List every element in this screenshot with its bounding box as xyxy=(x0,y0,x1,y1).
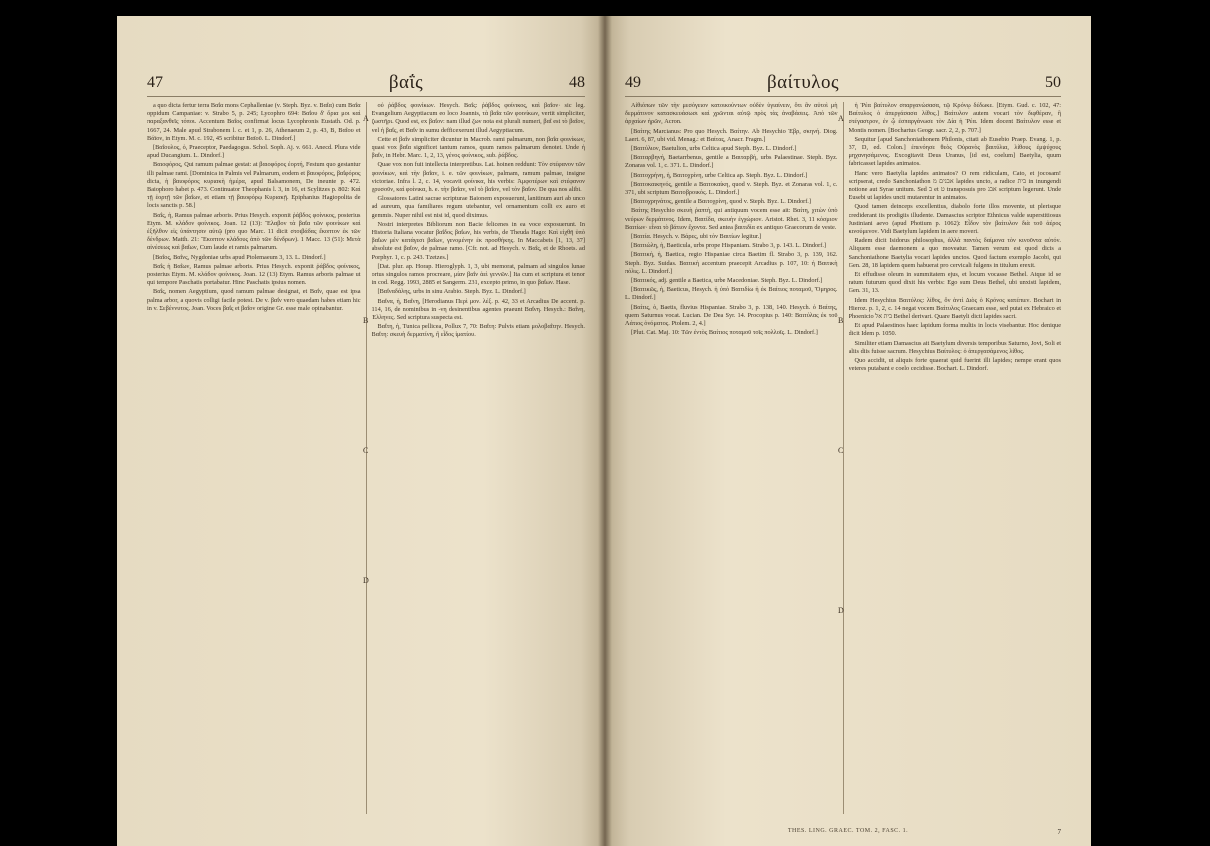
dictionary-entry: [Βαίτης Marcianus: Pro quo Hesych. Βαίτην. Ab Hesychio Ἐβρ, σκηνή. Diog. Laert. 6, 87, ubi vid. Menag.: et Βαίτας, Anacr. Fragm.] xyxy=(625,127,838,143)
dictionary-entry: ἡ Ῥέα βαίτυλον σπαργανώσασα, τῷ Κρόνῳ δέδωκε. [Etym. Gud. c. 102, 47: Βαίτυλος ὁ ἀπεργάσασα λίθος.] Βαίτυλον autem vocari τὸν διφθέραν, ἢ στέγαστρον, ἐν ᾧ ἐσπαργάνωσε τὸν Δία ἡ Ῥέα. Idem docent Βαίτυλον esse et Montis nomen. [Bochartus Geogr. sacr. 2, 2, p. 707.] xyxy=(848,102,1061,134)
right-page-title: βαίτυλος xyxy=(766,72,839,93)
margin-marker-a: A xyxy=(838,114,844,123)
dictionary-entry: [Βαίτις, ὁ, Baetis, fluvius Hispaniae. Strabo 3, p. 138, 140. Hesych. ὁ Βαίτης, quem Saturnus vocat. Lucian. De Dea Syr. 14. Procopius p. 140: Βαιτύλας ἐκ τοῦ Λάτιος ὀνόματος. Ptolem. 2, 4.] xyxy=(625,303,838,328)
column-divider xyxy=(843,102,844,814)
dictionary-entry: Sequitur [apud Sanchoniathonem Philonis, citati ab Eusebio Praep. Evang. 1, p. 37, D, ed. Colon.] ἐπενόησε θεὸς Οὐρανὸς βαιτύλια, λίθους ἐμψύχους μηχανησάμενος. Excogitavit Deus Uranus, [id est, coelum] Baetylia, quum fabricasset lapides animatos. xyxy=(848,135,1061,168)
dictionary-entry: [Βαιτικός, adj. gentile a Baetica, urbe Macedoniae. Steph. Byz. L. Dindorf.] xyxy=(631,277,823,285)
left-columns xyxy=(147,102,585,814)
page-footer: THES. LING. GRAEC. TOM. 2, FASC. 1. xyxy=(787,828,909,834)
margin-marker-a: A xyxy=(363,114,369,123)
dictionary-entry: Βαΐτη, ἡ, Tunica pellicea, Pollux 7, 70: Βαΐτη: Pulvis etiam μολοβαΐτην. Hesych. Βαΐτη: σκευὴ δερματίνη, ἢ εἶδος ἱματίου. xyxy=(371,323,585,339)
margin-marker-b: B xyxy=(363,316,369,325)
dictionary-entry: Nostri interpretes Bibliorum non Bacie felicenes in ea voce exposuerunt. In Historia Italiana vocatur βαΐδος βαΐων, his verbis, de Theuda Hago: Καὶ εἰχθῆ ὑπὸ βαΐων μὲν κατάγεσι βαΐων, γενομένην ἐκ προσθήκης. In Maccabeis [1, 13, 37] absolute est βαΐον, de palmae ramo. [Cfr. not. ad Hesych. v. Βαΐς, et de Rhoets. ad Porphyr. 1, c. p. 243. Tzetzes.] xyxy=(371,220,585,261)
left-page xyxy=(117,16,605,846)
right-column-1 xyxy=(625,102,838,814)
right-page-number: 50 xyxy=(1045,74,1061,91)
dictionary-entry: [Βαΐναδάλης, urbs in sinu Arabio. Steph. Byz. L. Dindorf.] xyxy=(377,288,526,296)
left-column-number: 48 xyxy=(569,74,585,91)
left-page-number: 47 xyxy=(147,74,163,91)
dictionary-entry: [Βαΐος, Βαΐνς, Nygdoniae urbs apud Ptolemaeum 3, 13. L. Dindorf.] xyxy=(153,253,326,261)
dictionary-entry: Quod tamen deinceps excellentius, diabolo forte illos movente, ut plerisque crediderant iis prodigiis illudente. Damascius scriptor Ethnicus valde superstitiosus Justiniani aevo (apud Photium p. 1062): Εἶδον τὸν βαίτυλον διὰ τοῦ ἀέρος κινούμενον. Vidi Baetylum lapidem in aere moveri. xyxy=(848,203,1061,236)
column-divider xyxy=(366,102,367,814)
dictionary-entry: [Plut. Cat. Maj. 10: Τῶν ἐντὸς Βαίτιος ποταμοῦ τοῖς πολλοῖς. L. Dindorf.] xyxy=(631,329,818,337)
margin-marker-b: B xyxy=(838,316,844,325)
dictionary-entry: [Βαιταρβηνή, Baetarrbenus, gentile a Βαιταρβή, urbs Palaestinae. Steph. Byz. Zonaras vol. 1, c. 371. L. Dindorf.] xyxy=(625,154,838,170)
left-column-2 xyxy=(372,102,586,814)
dictionary-entry: Βαΐς, ἡ, Ramus palmae arboris. Prius Hesych. exponit ῥάβδος φοίνικος, posterius Etym. M. κλάδον φοίνικος. Joan. 12 (13): Ἔλαβον τὰ βαΐα τῶν φοινίκων καὶ ἐξῆλθον εἰς ὑπάντησιν αὐτῷ (pro quo Marc. 11 dicit στοιβάδας ἔκοπτον ἐκ τῶν δένδρων. Matth. 21: Ἔκοπτον κλάδους ἀπὸ τῶν δένδρων). 1 Macc. 13 (51): Μετὰ αἰνέσεως καὶ βαΐων, Cum laude et ramis palmarum. xyxy=(147,211,361,252)
dictionary-entry: Βαίτης Hesychio σκευὴ ῥαπτὴ, qui antiquum vocem esse ait: Βαίτη, χιτὼν ὑπὸ νεύρων δερμάτινος. Idem, Βαιτίδα, σκευὴν ἐγχώριον. Aristot. Rhet. 3, 11 κόσμιον Βαιτίων· εἶναι τὸ βάτιον ἔχοντα. Sed antea βαιτιδία ex antiquo Graecorum de veste. xyxy=(625,207,838,231)
left-page-title: βαΐς xyxy=(388,72,424,93)
right-page xyxy=(605,16,1091,846)
dictionary-entry: Idem Hesychius Βαιτύλος: λίθος, ὃν ἀντὶ Διὸς ὁ Κρόνος κατέπιεν. Bochart in Hieroz. p. 1, 2, c. 14 negat vocem Βαίτυλος Graecam esse, sed putat ex Hebraico et Phoenicio בית אל Bethel derivari. Quare Baetyli dicti lapides sacri. xyxy=(848,296,1061,321)
margin-marker-d: D xyxy=(838,606,844,615)
dictionary-entry: Βαΐς ἡ Βαΐων, Ramus palmae arboris. Prius Hesych. exponit ῥάβδος φοίνικος, posterius Etym. M. κλάδον φοίνικος. Joan. 12 (13) Etym. Ramus arboris palmae ut qui tempore Paschatis portabatur. Hinc Paschatis ipsius nomen. xyxy=(147,262,361,287)
book-gutter xyxy=(598,16,612,846)
dictionary-entry: [Βαιτοχρήνη, ἡ, Βαιτοχρίνη, urbe Celtica ap. Steph. Byz. L. Dindorf.] xyxy=(631,171,808,179)
right-column-2 xyxy=(849,102,1062,814)
dictionary-entry: [Βαιτική, ἡ, Baetica, regio Hispaniae circa Baetim fl. Strabo 3, p. 139, 162. Steph. Byz. Suidas. Βαιτικὴ accentum praecepit Arcadius p. 107, 10: ἡ Βαιτικὴ πόλις. L. Dindorf.] xyxy=(625,251,838,275)
right-columns xyxy=(625,102,1061,814)
dictionary-entry: Quo accidit, ut aliquis forte quaerat quid fuerint illi lapides; nempe erant quos veteres putabant e coelo cecidisse. Bochart. L. Dindorf. xyxy=(848,357,1061,373)
dictionary-entry: Radem dicit Isidorus philosophus, ἀλλὰ παντὸς δαίμονα τὸν κινοῦντα αὐτόν. Aliquem esse daemonem a quo moveatur. Tamen verum est quod dicis a Sanchoniathone Baetylia vocari lapides unctos. Quod factum exemplo Jacobi, qui Gen. 28, 18 lapidem quem habuerat pro cervicali fulgens in titulum erexit. xyxy=(848,237,1061,269)
dictionary-entry: Et apud Palaestinos haec lapidum forma multis in locis visebantur. Hoc denique dicit Idem p. 1050. xyxy=(848,322,1061,338)
dictionary-entry: Et effudisse oleum in summitatem ejus, et locum vocasse Bethel. Atque id se ratum futurum quod dixit his verbis: Ego sum Deus Bethel, ubi unxisti lapidem, Gen. 31, 13. xyxy=(848,271,1061,295)
dictionary-entry: Αἰθιόπων τῶν τὴν μεσόγειον κατοικούντων οὐδὲν ὑγιαίνειν, ὅτι ἂν αὐτοὶ μὴ δερμάτινον κατασκευάσωσι καὶ χρῶνται αὐτῷ πρὸς τὰς ἀναβάσεις. Ἀπὸ τῶν ἀρχαίων ἡρῶν, Acron. xyxy=(625,102,838,126)
dictionary-entry: Βαΐνα, ἡ, Βαΐνη, [Herodianus Περὶ μον. λέξ. p. 42, 33 et Arcadius De accent. p. 114, 16, de nominibus in -νη desinentibus agentes praeunt Βαΐνη. Hesych.: Βαΐνη, Ἐλληνες. Sed scriptura suspecta est. xyxy=(371,297,585,322)
dictionary-entry: [Βαιτύλιον, Baetulion, urbs Celtica apud Steph. Byz. L. Dindorf.] xyxy=(631,145,797,153)
margin-marker-d: D xyxy=(363,576,369,585)
dictionary-entry: [Βαιτία. Hesych. v. Βάρες, ubi τὸν Βαιτίων legitur.] xyxy=(631,233,762,241)
dictionary-entry: Cette et βαΐν simpliciter dicuntur in Macrob. rami palmarum, non βαΐα φοινίκων, quasi vox βαΐα significet tantum ramos, quum ramos palmarum denotet. Unde ἡ βαΐν, in Hebr. Marc. 1, 2, 13, γένος φοίνικος, sub. ῥάβδος. xyxy=(371,135,585,160)
dictionary-entry: [Βαιτοκαικηνός, gentile a Βαιτοκαίκη, quod v. Steph. Byz. et Zonaras vol. 1, c. 371, ubi scriptum Βαιτοβροικός. L. Dindorf.] xyxy=(625,180,838,197)
dictionary-entry: Hanc vero Baetylia lapides animatos? O rem ridiculam, Cato, et jocosam! scripserat, credo Sanchoniathon אבנים מ lapides uncto, a radice בית in inungendi notione aut Syrae unitum. Sed ב et ט transposuis pro אבנ scriptum legerunt. Unde Eusebi ut lapides uncti mutarentur in animatos. xyxy=(848,169,1061,202)
dictionary-entry: [Βαΐουλος, ὁ, Praeceptor, Paedagogus. Schol. Soph. Aj. v. 661. Anecd. Plura vide apud Ducangium. L. Dindorf.] xyxy=(147,144,361,160)
left-page-header xyxy=(147,74,585,100)
right-column-number: 49 xyxy=(625,74,641,91)
margin-marker-c: C xyxy=(363,446,369,455)
dictionary-entry: Quae vox non fuit intellecta interpretibus. Lat. hoinen reddunt: Τὸν στέφανον τῶν φοινίκων, καὶ τὴν βαΐαν, i. e. τῶν φοινίκων, palmam, ramum palmae, insigne victoriae. Infra l. 2, c. 14, vocavit φοίνικα, his verbis: Ἀμφοτέρων καὶ στέφανον χρυσοῦν, καὶ φοίνικα, h. e. τὴν βαΐαν, vel τὸ βαΐον, vel τὸν βαΐον. De qua nos alibi. xyxy=(371,161,585,194)
header-rule xyxy=(625,96,1061,97)
dictionary-entry: οὐ ῥάβδος φοινίκων. Hesych. Βαΐς: ῥάβδος φοίνικος, καὶ βαΐον· sic leg. Evangelium Aegyptiacum eo loco Joannis, τὰ βαΐα τῶν φοινίκων, vertit simpliciter, ζωστῆρι. Quod est, ex βαΐον: nam illud ζων nota est plurali numeri, βαΐ est τὸ βαΐον, vel ἡ βαΐς, et Βαΐν in sumu defficexerunt illud Aegyptiacum. xyxy=(371,102,585,134)
dictionary-entry: Βαΐς, nomen Aegyptium, quod ramum palmae designat, et Βαΐν, quae est ipsa palma arbor, a quovis colligi facile potest. De v. βαΐν vero quaedam habes etiam hic in v. Σεβέννυτος. Joan. Voces βαΐς et βαΐον origine Gr. esse male opinabantur. xyxy=(147,288,361,312)
header-rule xyxy=(147,96,585,97)
margin-marker-c: C xyxy=(838,446,844,455)
dictionary-entry: Βαιοφόρος, Qui ramum palmae gestat: at βαιοφόρος ἑορτή, Festum quo gestantur illi palmae rami. [Dominica in Palmis vel Palmarum, eodem et βαιοφόρος, βαΐφόρος dicta, ἡ βαιοφόρος κυριακὴ ἡμέρα, apud Balsamonem, De ineunte p. 472. Baiophoro habet p. 473. Continuator Theophanis l. 3, in 16, et Scylitzes p. 802: Καὶ τῇ ἑορτῇ τῶν βαΐων, et etiam τῇ βαιοφόρῳ Κυριακῇ. Epiphanius Hagiopolita de locis sanctis p. 58.] xyxy=(147,161,361,210)
dictionary-entry: [Βαιτοχρηνάτος, gentile a Βαιτοχρίνη, quod v. Steph. Byz. L. Dindorf.] xyxy=(631,198,811,206)
signature-mark: 7 xyxy=(1057,828,1061,836)
dictionary-entry: Glossatores Latini sacrae scripturae Baionem exposuerunt, lanitinum auri ab unco ad aureum, qua familiares regum utebantur, vel ornamentum colli ex auro et gemmis. Nuper nihil est nisi id, quod diximus. xyxy=(371,195,585,219)
dictionary-entry: [Βαιτικῶς, ἡ, Baeticus, Hesych. ἡ ὑπὸ Βαιτιδίω ἡ ἐκ Βαίτιος ποταμοῦ, Ὅμηρος. L. Dindorf.] xyxy=(625,286,838,302)
left-column-1 xyxy=(147,102,361,814)
dictionary-entry: a quo dicta fertur terra Βαΐα mons Cephalleniae (v. Steph. Byz. v. Βαΐα) cum Βαΐα oppidum Campaniae: v. Strabo 5, p. 245; Lycophro 694: Βαΐου δ' ὅρια μοι καὶ παραξανθεῖς τόποι. Accentum Βαΐος confirmat locus Lycophronis Eustath. Od. p. 1667, 24. Male apud Strabonem l. c. et 1, p. 26, Athenaeum 2, p. 43, B, Βαΐου et Βάϊον, in Etym. M. c. 192, 45 scribitur Βαϊοῦ. L. Dindorf.] xyxy=(147,102,361,142)
dictionary-entry: Similiter etiam Damascius ait Baetylum diversis temporibus Saturno, Jovi, Soli et aliis diis fuisse sacrum. Hesychius Βαίτυλος: ὁ ἀπεργασάμενος λίθος. xyxy=(848,339,1061,355)
dictionary-entry: [Βαιτιώλη, ἡ, Baeticula, urbs prope Hispaniam. Strabo 3, p. 143. L. Dindorf.] xyxy=(631,242,827,250)
dictionary-entry: [Dat. plur. ap. Horap. Hieroglyph. 1, 3, ubi memorat, palmam ad singulos lunae ortus singulos ramos procreare, μίαν βαΐν ἀεὶ γεννῶν.] Ita cum et scriptura et tenor in cod. Regg. 1993, 2885 et Sangerm. 231, excepto primo, in quo βαΐων. Hase. xyxy=(371,262,585,287)
right-page-header xyxy=(625,74,1061,100)
